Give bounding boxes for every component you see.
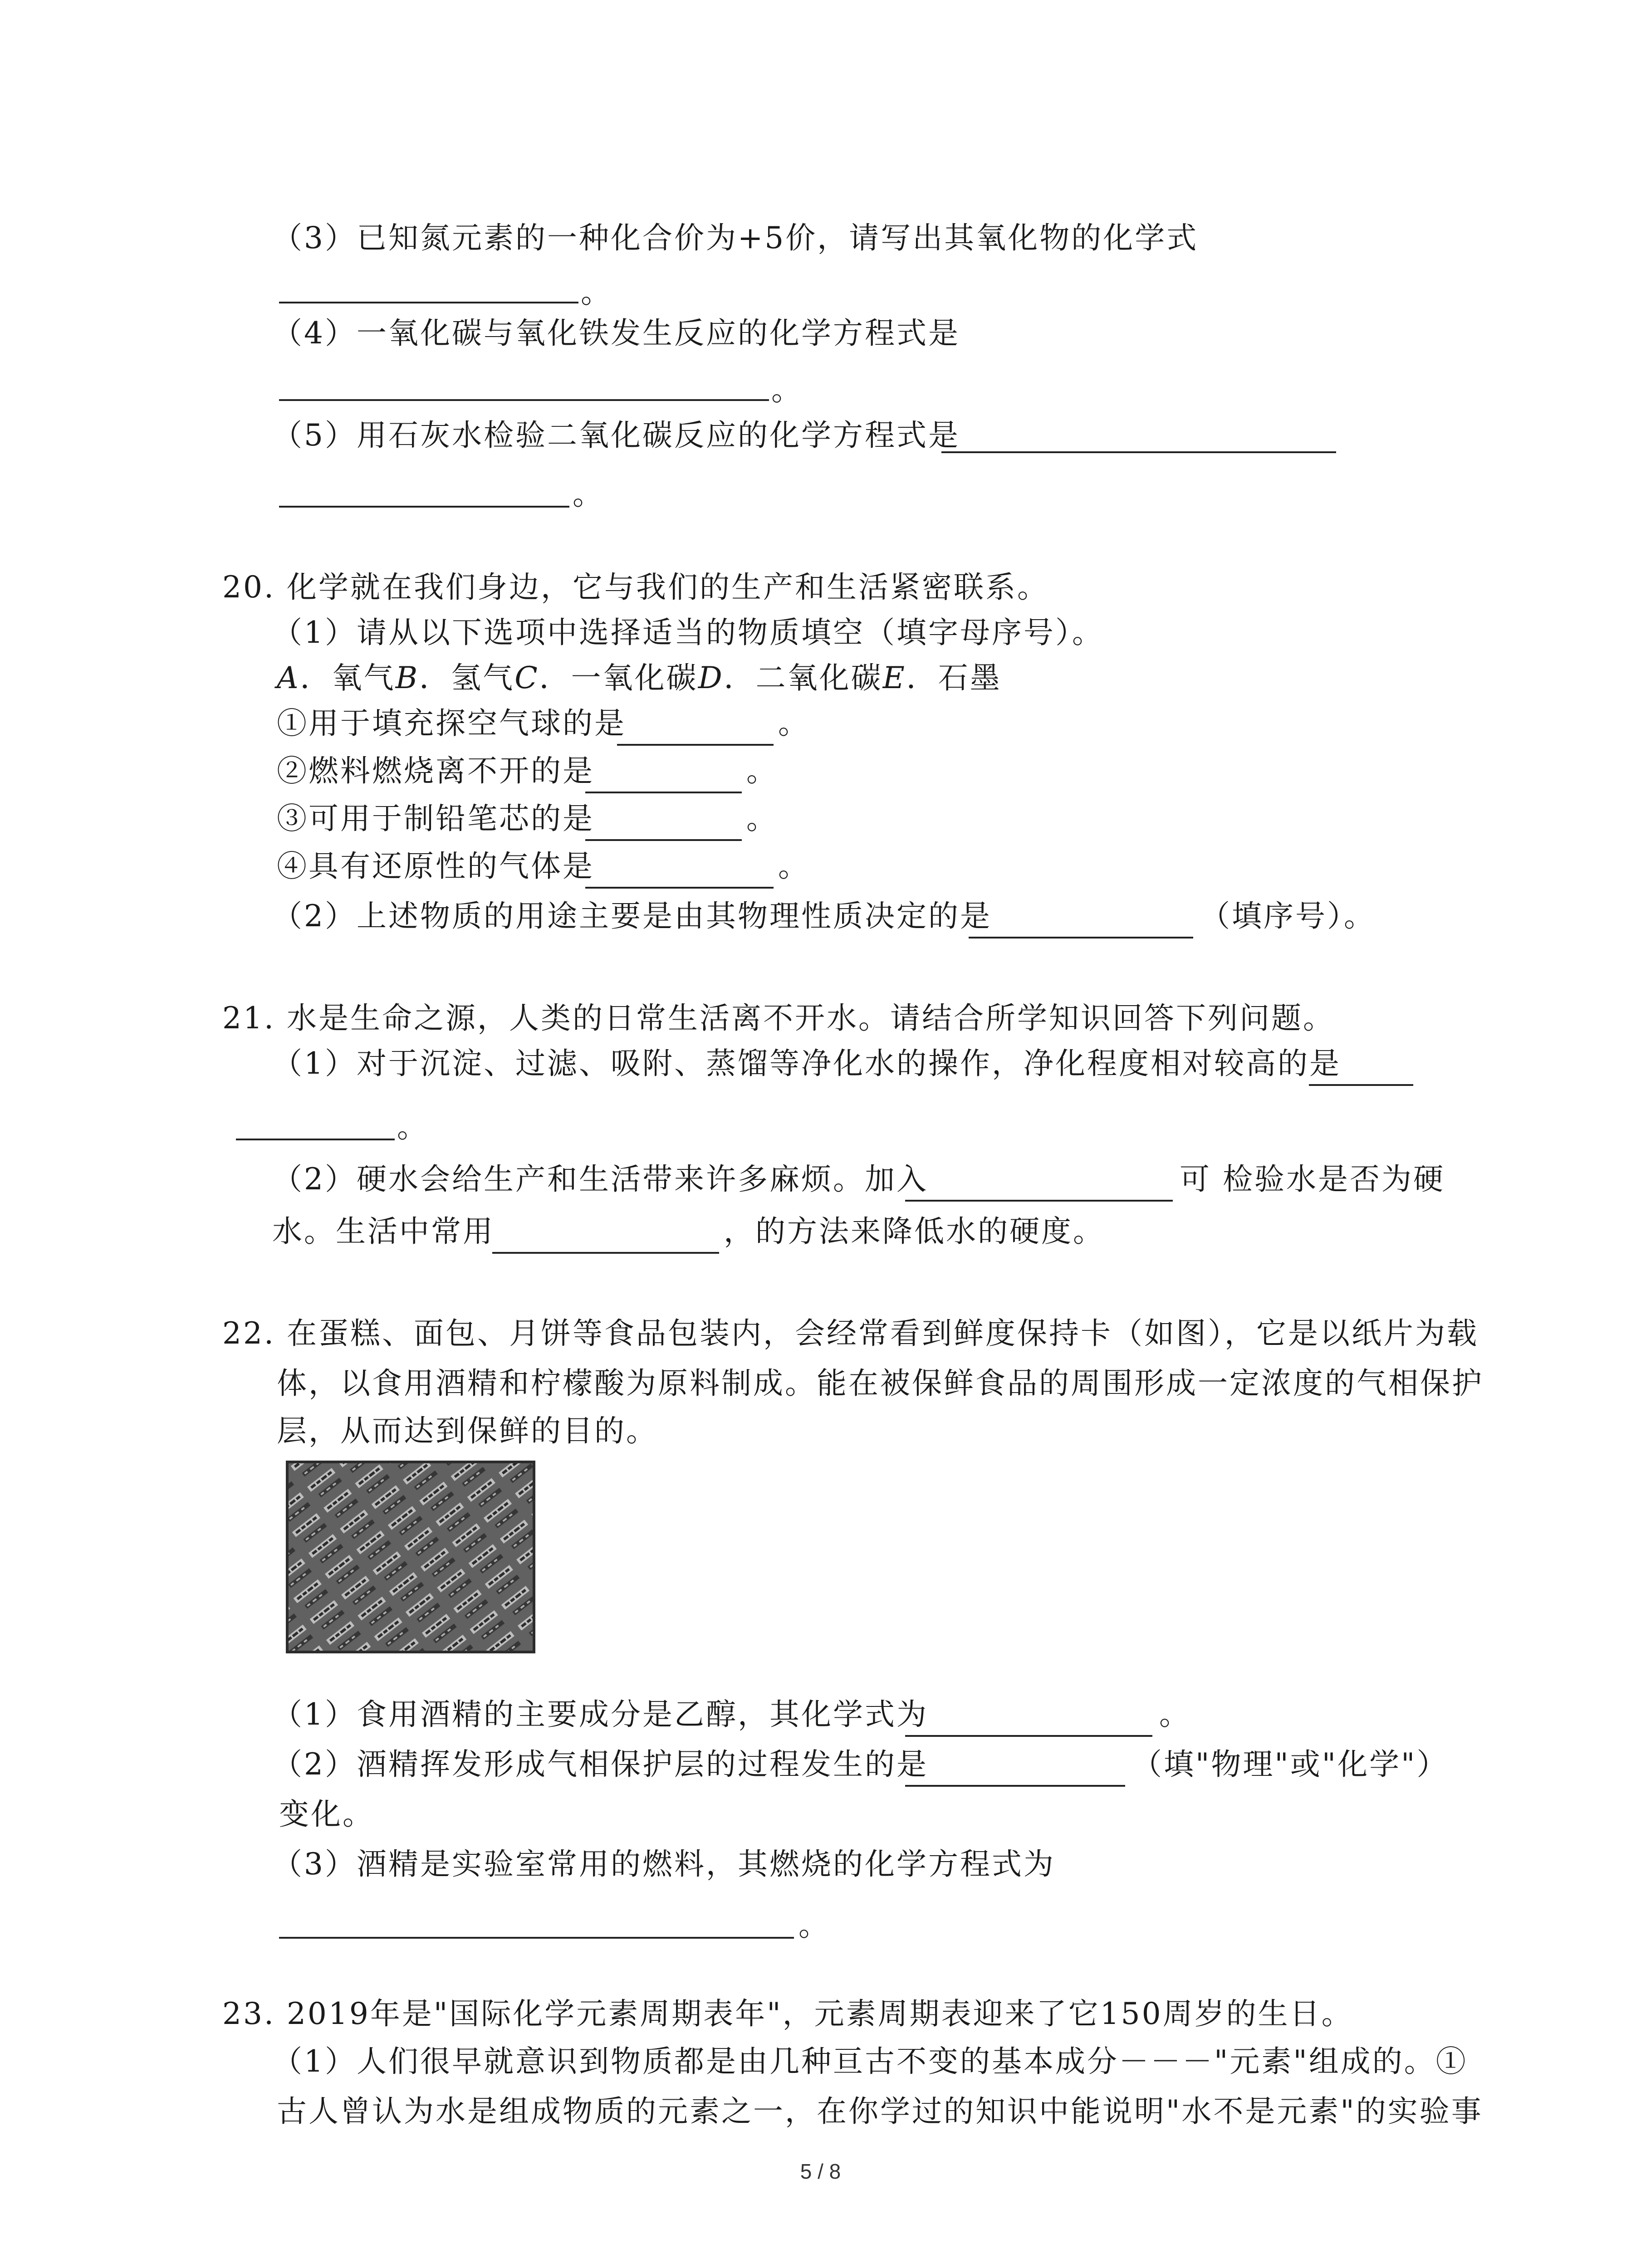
- answer-blank-q19-3[interactable]: [279, 302, 578, 303]
- option-a-text: ．氧气: [300, 660, 396, 695]
- q22-part1: （1）食用酒精的主要成分是乙醇，其化学式为: [272, 1697, 928, 1732]
- q20-item2: ②燃料燃烧离不开的是: [277, 753, 594, 788]
- q20-stem: 20. 化学就在我们身边，它与我们的生产和生活紧密联系。: [222, 570, 1049, 605]
- answer-blank-q20-1[interactable]: [617, 744, 774, 746]
- q22-stem-line3: 层，从而达到保鲜的目的。: [277, 1413, 658, 1448]
- q22-part3-end: 。: [798, 1908, 830, 1943]
- q20-item4: ④具有还原性的气体是: [277, 849, 594, 884]
- q21-part2a: （2）硬水会给生产和生活带来许多麻烦。加入: [272, 1162, 928, 1197]
- q20-part2: （2）上述物质的用途主要是由其物理性质决定的是: [272, 899, 992, 934]
- q19-part5-end: 。: [573, 477, 604, 512]
- answer-blank-q19-5b[interactable]: [279, 506, 569, 508]
- q22-part2-cont: 变化。: [279, 1797, 374, 1832]
- q22-part1-end: 。: [1159, 1697, 1191, 1732]
- q20-part2-end: （填序号）。: [1200, 899, 1376, 934]
- q21-stem: 21. 水是生命之源，人类的日常生活离不开水。请结合所学知识回答下列问题。: [222, 1001, 1335, 1036]
- answer-blank-q20-2[interactable]: [585, 792, 742, 793]
- q20-item1-end: 。: [778, 706, 810, 741]
- q20-options: [277, 658, 1002, 699]
- page-number: 5 / 8: [800, 2160, 841, 2183]
- q20-part1: （1）请从以下选项中选择适当的物质填空（填字母序号）。: [272, 615, 1104, 650]
- q23-stem: 23. 2019年是"国际化学元素周期表年"，元素周期表迎来了它150周岁的生日。: [222, 1996, 1353, 2031]
- answer-blank-q20-part2[interactable]: [969, 937, 1193, 938]
- answer-blank-q20-3[interactable]: [585, 839, 742, 841]
- answer-blank-q21-1a[interactable]: [1309, 1084, 1413, 1086]
- option-d-text: ．二氧化碳: [724, 660, 883, 695]
- answer-blank-q21-2a[interactable]: [905, 1200, 1173, 1202]
- q19-part4-end: 。: [771, 372, 803, 407]
- option-b-letter: B: [395, 660, 420, 695]
- freshness-card-pattern: [289, 1463, 533, 1651]
- option-a-letter: A: [277, 660, 300, 695]
- q23-part1-line2: 古人曾认为水是组成物质的元素之一，在你学过的知识中能说明"水不是元素"的实验事: [277, 2094, 1483, 2129]
- q20-item3-end: 。: [746, 801, 778, 836]
- answer-blank-q22-1[interactable]: [905, 1735, 1152, 1737]
- freshness-card-photo: [286, 1461, 535, 1653]
- answer-blank-q21-1b[interactable]: [236, 1139, 395, 1140]
- q22-part2-end: （填"物理"或"化学"）: [1132, 1747, 1449, 1782]
- q22-part3: （3）酒精是实验室常用的燃料，其燃烧的化学方程式为: [272, 1847, 1055, 1882]
- answer-blank-q19-4[interactable]: [279, 399, 769, 401]
- answer-blank-q20-4[interactable]: [585, 887, 774, 889]
- option-e-letter: E: [882, 660, 906, 695]
- q19-part3-end: 。: [581, 275, 612, 310]
- q21-part2b-end: ，的方法来降低水的硬度。: [724, 1214, 1105, 1249]
- answer-blank-q21-2b[interactable]: [492, 1252, 719, 1254]
- q23-part1-line1: （1）人们很早就意识到物质都是由几种亘古不变的基本成分－－－"元素"组成的。①: [272, 2044, 1468, 2079]
- q21-part2b: 水。生活中常用: [272, 1214, 495, 1249]
- q19-part5: （5）用石灰水检验二氧化碳反应的化学方程式是: [272, 418, 960, 453]
- answer-blank-q22-2[interactable]: [905, 1785, 1125, 1787]
- q21-part2a-end: 可 检验水是否为硬: [1180, 1162, 1445, 1197]
- q19-part4: （4）一氧化碳与氧化铁发生反应的化学方程式是: [272, 316, 960, 351]
- q22-stem-line1: 22. 在蛋糕、面包、月饼等食品包装内，会经常看到鲜度保持卡（如图），它是以纸片为载: [222, 1316, 1479, 1351]
- q20-item1: ①用于填充探空气球的是: [277, 706, 626, 741]
- option-b-text: ．氢气: [419, 660, 515, 695]
- q20-item3: ③可用于制铅笔芯的是: [277, 801, 594, 836]
- option-c-text: ．一氧化碳: [539, 660, 698, 695]
- option-d-letter: D: [698, 660, 724, 695]
- option-e-text: ．石墨: [906, 660, 1002, 695]
- q19-part3: （3）已知氮元素的一种化合价为+5价，请写出其氧化物的化学式: [272, 220, 1199, 255]
- answer-blank-q19-5a[interactable]: [941, 451, 1336, 453]
- option-c-letter: C: [514, 660, 539, 695]
- q22-stem-line2: 体，以食用酒精和柠檬酸为原料制成。能在被保鲜食品的周围形成一定浓度的气相保护: [277, 1366, 1484, 1401]
- q21-part1: （1）对于沉淀、过滤、吸附、蒸馏等净化水的操作，净化程度相对较高的是: [272, 1046, 1341, 1081]
- q21-part1-end: 。: [397, 1110, 429, 1144]
- q20-item4-end: 。: [778, 849, 810, 884]
- answer-blank-q22-3[interactable]: [279, 1937, 794, 1939]
- q22-part2: （2）酒精挥发形成气相保护层的过程发生的是: [272, 1747, 928, 1782]
- q20-item2-end: 。: [746, 753, 778, 788]
